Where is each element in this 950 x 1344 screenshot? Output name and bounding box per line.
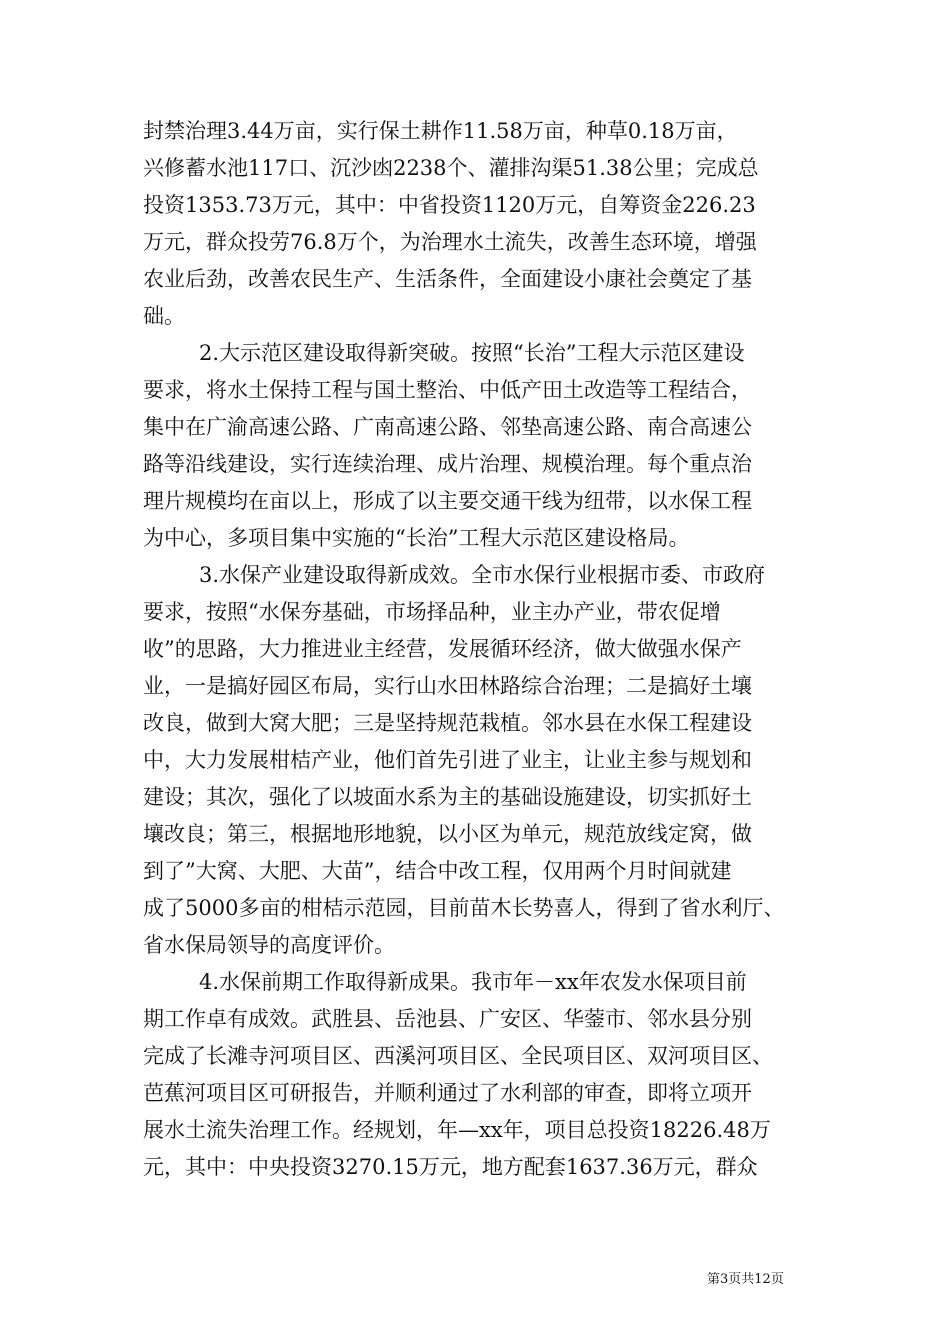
text-line: 期工作卓有成效。武胜县、岳池县、广安区、华蓥市、邻水县分别 bbox=[143, 1007, 752, 1031]
text-line: 芭蕉河项目区可研报告，并顺利通过了水利部的审查，即将立项开 bbox=[143, 1081, 752, 1105]
text-line: 改良，做到大窝大肥；三是坚持规范栽植。邻水县在水保工程建设 bbox=[143, 711, 752, 735]
text-line: 3.水保产业建设取得新成效。全市水保行业根据市委、市政府 bbox=[199, 563, 766, 587]
text-line: 集中在广渝高速公路、广南高速公路、邻垫高速公路、南合高速公 bbox=[143, 415, 752, 439]
text-line: 完成了长滩寺河项目区、西溪河项目区、全民项目区、双河项目区、 bbox=[143, 1044, 773, 1068]
text-line: 万元，群众投劳76.8万个，为治理水土流失，改善生态环境，增强 bbox=[143, 230, 757, 254]
paragraph-3 bbox=[143, 557, 823, 964]
text-line: 省水保局领导的高度评价。 bbox=[143, 933, 395, 957]
paragraph-4 bbox=[143, 964, 823, 1186]
text-line: 封禁治理3.44万亩，实行保土耕作11.58万亩，种草0.18万亩， bbox=[143, 119, 738, 143]
text-line: 农业后劲，改善农民生产、生活条件，全面建设小康社会奠定了基 bbox=[143, 267, 752, 291]
document-body bbox=[143, 113, 823, 1186]
text-line: 础。 bbox=[143, 304, 185, 328]
text-line: 2.大示范区建设取得新突破。按照“长治”工程大示范区建设 bbox=[199, 341, 745, 365]
paragraph-1 bbox=[143, 113, 823, 335]
paragraph-2 bbox=[143, 335, 823, 557]
text-line: 路等沿线建设，实行连续治理、成片治理、规模治理。每个重点治 bbox=[143, 452, 752, 476]
text-line: 为中心，多项目集中实施的“长治”工程大示范区建设格局。 bbox=[143, 526, 690, 550]
text-line: 业，一是搞好园区布局，实行山水田林路综合治理；二是搞好土壤 bbox=[143, 674, 752, 698]
text-line: 中，大力发展柑桔产业，他们首先引进了业主，让业主参与规划和 bbox=[143, 748, 752, 772]
text-line: 要求，按照“水保夯基础，市场择品种，业主办产业，带农促增 bbox=[143, 600, 721, 624]
text-line: 理片规模均在亩以上，形成了以主要交通干线为纽带，以水保工程 bbox=[143, 489, 752, 513]
text-line: 4.水保前期工作取得新成果。我市年－xx年农发水保项目前 bbox=[199, 970, 747, 994]
text-line: 成了5000多亩的柑桔示范园，目前苗木长势喜人，得到了省水利厅、 bbox=[143, 896, 785, 920]
text-line: 元，其中：中央投资3270.15万元，地方配套1637.36万元，群众 bbox=[143, 1155, 758, 1179]
text-line: 兴修蓄水池117口、沉沙凼2238个、灌排沟渠51.38公里；完成总 bbox=[143, 156, 759, 180]
text-line: 要求，将水土保持工程与国土整治、中低产田土改造等工程结合， bbox=[143, 378, 752, 402]
text-line: 壤改良；第三，根据地形地貌，以小区为单元，规范放线定窝，做 bbox=[143, 822, 752, 846]
text-line: 展水土流失治理工作。经规划，年—xx年，项目总投资18226.48万 bbox=[143, 1118, 771, 1142]
text-line: 投资1353.73万元，其中：中省投资1120万元，自筹资金226.23 bbox=[143, 193, 756, 217]
text-line: 到了”大窝、大肥、大苗”，结合中改工程，仅用两个月时间就建 bbox=[143, 859, 732, 883]
page-number: 第3页共12页 bbox=[707, 1272, 784, 1287]
text-line: 建设；其次，强化了以坡面水系为主的基础设施建设，切实抓好土 bbox=[143, 785, 752, 809]
text-line: 收”的思路，大力推进业主经营，发展循环经济，做大做强水保产 bbox=[143, 637, 742, 661]
